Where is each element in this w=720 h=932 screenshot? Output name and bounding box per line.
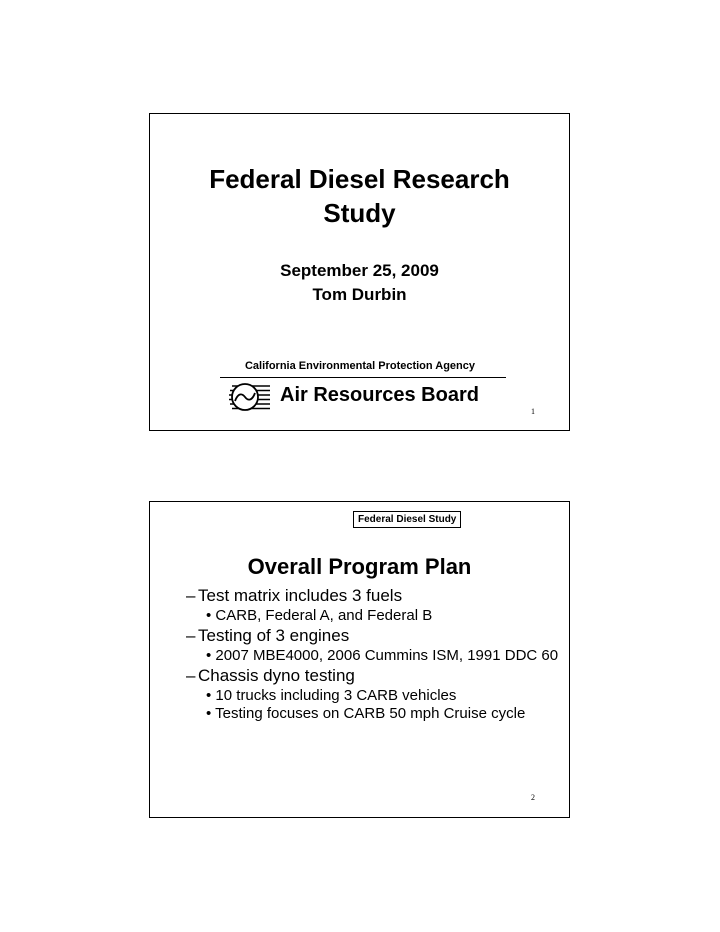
sub-list-item: • CARB, Federal A, and Federal B [206, 607, 433, 624]
slide-subtitle [150, 259, 569, 307]
slide-tag: Federal Diesel Study [353, 511, 461, 528]
slide-1 [149, 113, 570, 431]
page-number: 1 [531, 407, 535, 416]
slide-2 [149, 501, 570, 818]
title-line-2: Study [323, 198, 396, 228]
dash-marker: – [186, 666, 196, 685]
agency-name: California Environmental Protection Agency [244, 360, 476, 372]
divider [220, 377, 506, 378]
board-name: Air Resources Board [280, 384, 479, 406]
list-item [186, 666, 561, 686]
arb-circle-logo-icon [226, 382, 272, 412]
title-line-1: Federal Diesel Research [209, 164, 510, 194]
slide-title [150, 162, 569, 230]
dash-marker: – [186, 626, 196, 645]
list-item-text: Testing of 3 engines [198, 626, 350, 645]
sub-list-item: • 10 trucks including 3 CARB vehicles [206, 687, 457, 704]
bullet-list [186, 584, 561, 722]
presentation-date: September 25, 2009 [280, 261, 439, 280]
sub-list-item: • Testing focuses on CARB 50 mph Cruise cycle [206, 705, 526, 722]
page-number: 2 [531, 793, 535, 802]
slide-title: Overall Program Plan [247, 554, 472, 579]
dash-marker: – [186, 586, 196, 605]
list-item-text: Chassis dyno testing [198, 666, 355, 685]
presenter-name: Tom Durbin [312, 285, 407, 304]
list-item [186, 626, 561, 646]
list-item [186, 586, 561, 606]
list-item-text: Test matrix includes 3 fuels [198, 586, 403, 605]
sub-list-item: • 2007 MBE4000, 2006 Cummins ISM, 1991 DDC 60 [206, 647, 559, 664]
